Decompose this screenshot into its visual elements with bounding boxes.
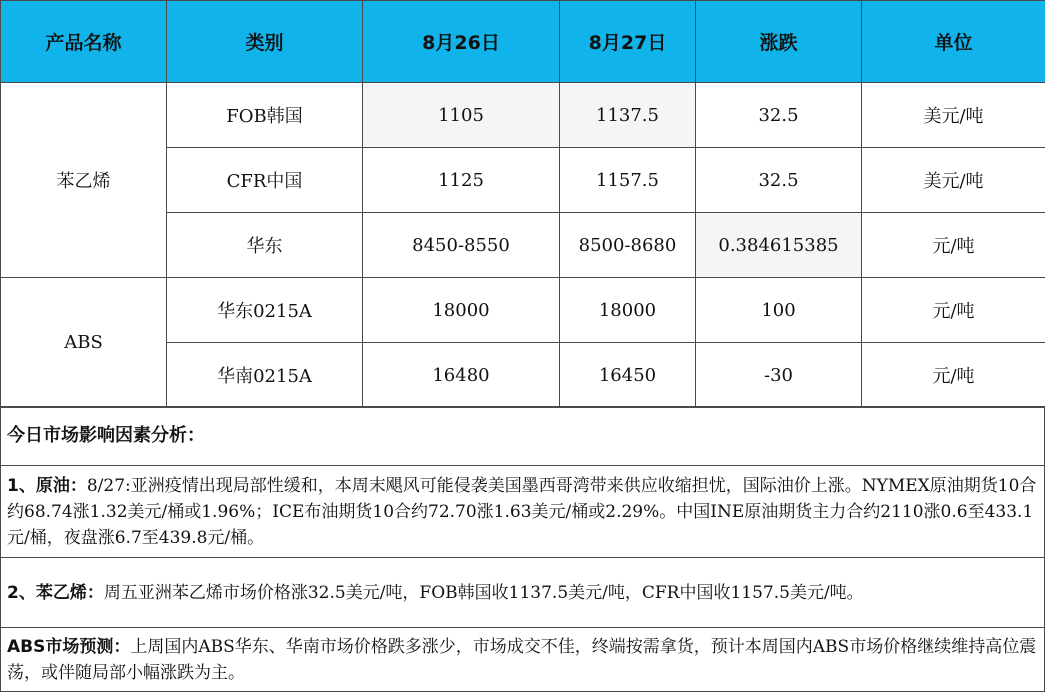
styrene-note [0,558,1045,628]
change-cell: 100 [696,278,862,343]
header-unit: 单位 [862,1,1045,83]
header-change: 涨跌 [696,1,862,83]
aug27-cell: 16450 [560,343,696,408]
aug26-cell: 16480 [363,343,560,408]
header-aug27: 8月27日 [560,1,696,83]
styrene-text: 周五亚洲苯乙烯市场价格涨32.5美元/吨，FOB韩国收1137.5美元/吨，CFR中国收1157.5美元/吨。 [103,582,864,603]
crude-oil-note [0,466,1045,558]
category-cell: 华东0215A [167,278,363,343]
change-cell: -30 [696,343,862,408]
analysis-heading: 今日市场影响因素分析： [7,425,205,446]
abs-forecast-text: 上周国内ABS华东、华南市场价格跌多涨少，市场成交不佳，终端按需拿货，预计本周国内ABS市场价格继续维持高位震荡，或伴随局部小幅涨跌为主。 [7,636,1037,683]
category-cell: FOB韩国 [167,83,363,148]
unit-cell: 美元/吨 [862,83,1045,148]
unit-cell: 元/吨 [862,278,1045,343]
aug27-cell: 1137.5 [560,83,696,148]
aug26-cell: 8450-8550 [363,213,560,278]
aug26-cell: 1105 [363,83,560,148]
aug27-cell: 18000 [560,278,696,343]
analysis-section [0,406,1045,692]
table-row [1,83,1045,148]
product-cell-abs: ABS [1,278,167,408]
crude-oil-label: 1、原油： [7,475,87,496]
header-aug26: 8月26日 [363,1,560,83]
unit-cell: 元/吨 [862,213,1045,278]
analysis-heading-row [0,406,1045,466]
aug27-cell: 1157.5 [560,148,696,213]
crude-oil-text: 8/27:亚洲疫情出现局部性缓和，本周末飓风可能侵袭美国墨西哥湾带来供应收缩担忧，国际油价上涨。NYMEX原油期货10合约68.74涨1.32美元/桶或1.96%；ICE布油期货10合约72.70涨1.63美元/桶或2.29%。中国INE原油期货主力合约2110涨0.6至433.1元/桶，夜盘涨6.7至439.8元/桶。 [7,475,1037,548]
category-cell: 华南0215A [167,343,363,408]
aug26-cell: 1125 [363,148,560,213]
abs-forecast-label: ABS市场预测： [7,636,131,657]
aug26-cell: 18000 [363,278,560,343]
table-header-row [1,1,1045,83]
table-row [1,278,1045,343]
abs-forecast-note [0,628,1045,692]
change-cell: 0.384615385 [696,213,862,278]
change-cell: 32.5 [696,148,862,213]
category-cell: CFR中国 [167,148,363,213]
category-cell: 华东 [167,213,363,278]
product-cell-styrene: 苯乙烯 [1,83,167,278]
aug27-cell: 8500-8680 [560,213,696,278]
change-cell: 32.5 [696,83,862,148]
styrene-label: 2、苯乙烯： [7,582,104,603]
unit-cell: 元/吨 [862,343,1045,408]
header-product-name: 产品名称 [1,1,167,83]
unit-cell: 美元/吨 [862,148,1045,213]
header-category: 类别 [167,1,363,83]
